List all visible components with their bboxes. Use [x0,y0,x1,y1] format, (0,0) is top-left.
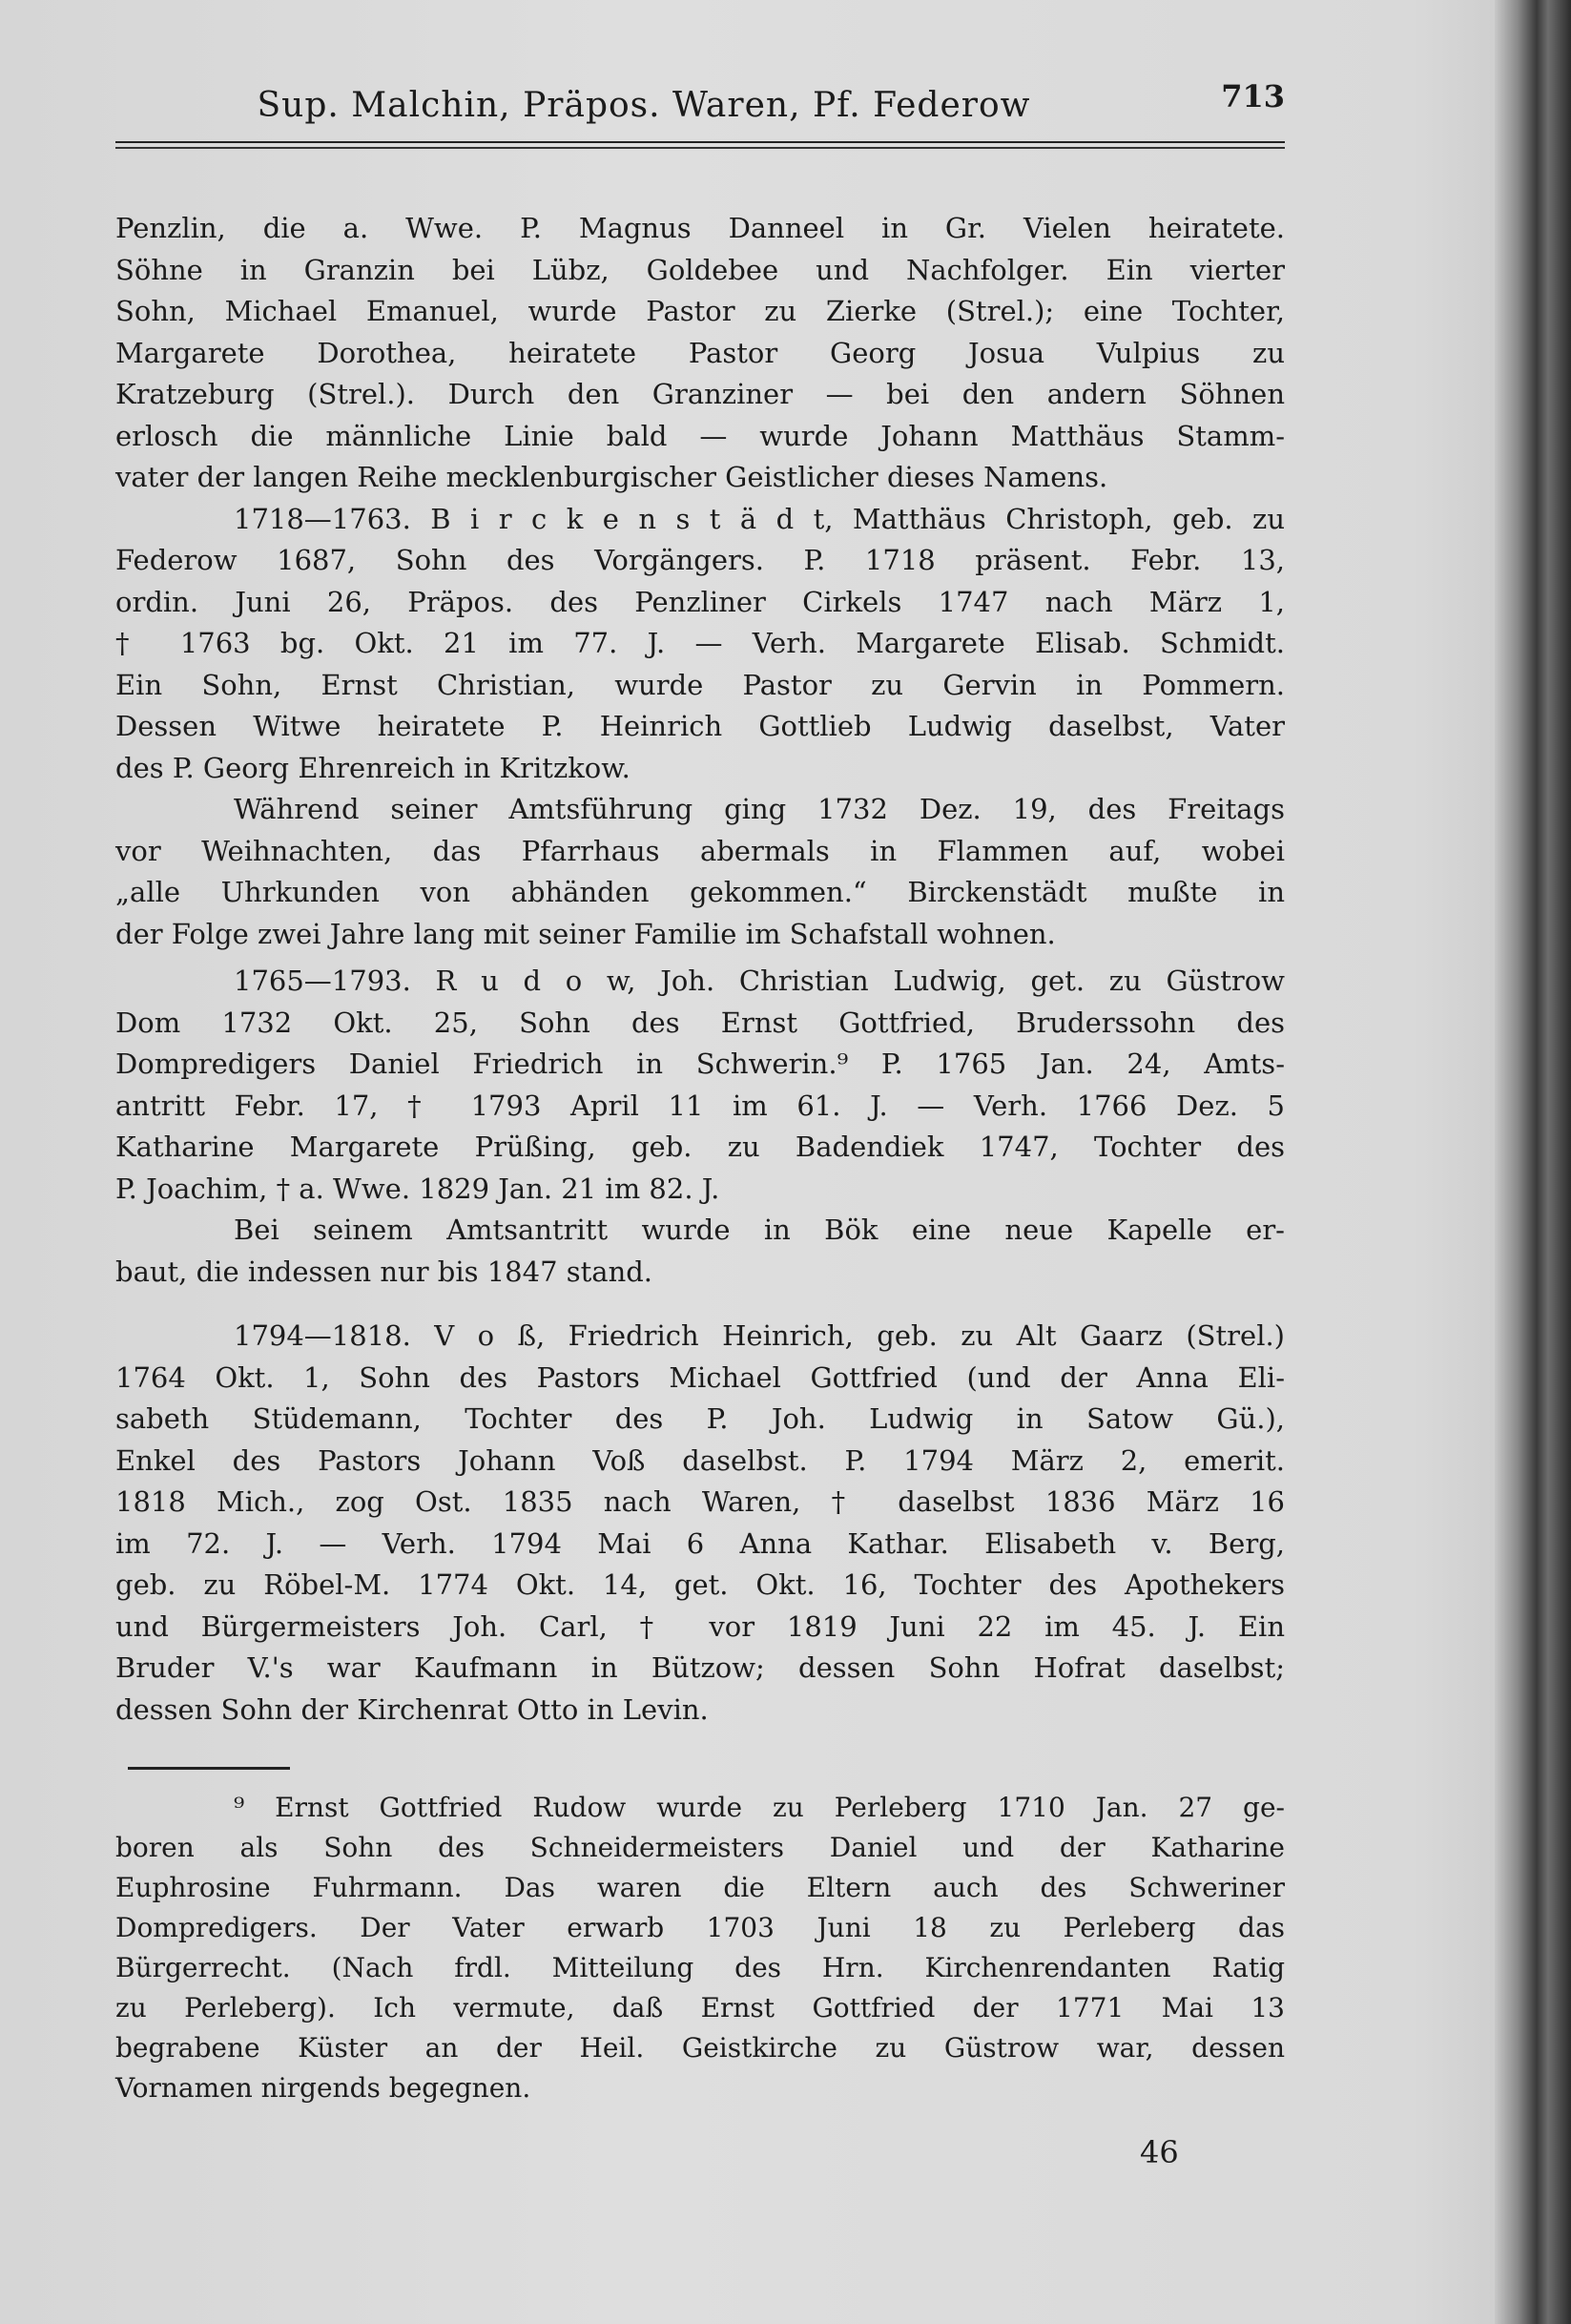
footnote [115,1788,1285,2108]
text-line: Federow 1687, Sohn des Vorgängers. P. 1718 präsent. Febr. 13, [115,544,1285,576]
text-line: Katharine Margarete Prüßing, geb. zu Badendiek 1747, Tochter des [115,1131,1285,1163]
paragraph [115,789,1285,955]
text-line: Söhne in Granzin bei Lübz, Goldebee und Nachfolger. Ein vierter [115,253,1285,286]
text-line: Bruder V.'s war Kaufmann in Bützow; dessen Sohn Hofrat daselbst; [115,1651,1285,1684]
text-line: Dom 1732 Okt. 25, Sohn des Ernst Gottfried, Bruderssohn des [115,1006,1285,1039]
text-line: Margarete Dorothea, heiratete Pastor Georg Josua Vulpius zu [115,336,1285,369]
text-line: P. Joachim, † a. Wwe. 1829 Jan. 21 im 82. J. [115,1172,720,1205]
text-line: dessen Sohn der Kirchenrat Otto in Levin. [115,1692,709,1726]
text-line: Enkel des Pastors Johann Voß daselbst. P. 1794 März 2, emerit. [115,1443,1285,1477]
text-line: vor Weihnachten, das Pfarrhaus abermals in Flammen auf, wobei [115,834,1285,867]
paragraph [115,1316,1285,1731]
text-line: baut, die indessen nur bis 1847 stand. [115,1255,653,1288]
header-rule [115,141,1285,143]
book-binding-edge [1495,0,1571,2324]
text-line: Dompredigers Daniel Friedrich in Schwerin.⁹ P. 1765 Jan. 24, Amts- [115,1048,1285,1080]
text-line: † 1763 bg. Okt. 21 im 77. J. — Verh. Margarete Elisab. Schmidt. [115,627,1285,659]
text-line: der Folge zwei Jahre lang mit seiner Familie im Schafstall wohnen. [115,917,1056,950]
text-line: erlosch die männliche Linie bald — wurde Johann Matthäus Stamm- [115,419,1285,452]
header-rule-secondary [115,147,1285,149]
text-line: Vornamen nirgends begegnen. [115,2072,531,2104]
paragraph [115,961,1285,1210]
footnote-separator [128,1767,290,1770]
text-line: Dompredigers. Der Vater erwarb 1703 Juni 18 zu Perleberg das [115,1912,1285,1943]
text-line: boren als Sohn des Schneidermeisters Daniel und der Katharine [115,1832,1285,1863]
text-line: 1818 Mich., zog Ost. 1835 nach Waren, † daselbst 1836 März 16 [115,1485,1285,1518]
paragraph [115,1210,1285,1293]
text-line: Bürgerrecht. (Nach frdl. Mitteilung des Hrn. Kirchenrendanten Ratig [115,1952,1285,1983]
text-line: antritt Febr. 17, † 1793 April 11 im 61. J. — Verh. 1766 Dez. 5 [115,1089,1285,1122]
text-line: Ein Sohn, Ernst Christian, wurde Pastor zu Gervin in Pommern. [115,668,1285,701]
text-line: 1794—1818. V o ß, Friedrich Heinrich, geb. zu Alt Gaarz (Strel.) [234,1319,1285,1352]
text-line: ⁹ Ernst Gottfried Rudow wurde zu Perleberg 1710 Jan. 27 ge- [234,1792,1285,1823]
text-line: und Bürgermeisters Joh. Carl, † vor 1819 Juni 22 im 45. J. Ein [115,1609,1285,1643]
text-line: Während seiner Amtsführung ging 1732 Dez. 19, des Freitags [234,793,1285,825]
text-line: ordin. Juni 26, Präpos. des Penzliner Cirkels 1747 nach März 1, [115,585,1285,618]
paragraph [115,208,1285,499]
text-line: „alle Uhrkunden von abhänden gekommen.“ Birckenstädt mußte in [115,876,1285,908]
text-line: Dessen Witwe heiratete P. Heinrich Gottlieb Ludwig daselbst, Vater [115,710,1285,742]
text-line: begrabene Küster an der Heil. Geistkirche zu Güstrow war, dessen [115,2032,1285,2064]
paragraph [115,1788,1285,2108]
body-text [115,208,1285,1731]
text-line: vater der langen Reihe mecklenburgischer Geistlicher dieses Namens. [115,461,1108,493]
text-line: 1764 Okt. 1, Sohn des Pastors Michael Gottfried (und der Anna Eli- [115,1360,1285,1394]
text-line: sabeth Stüdemann, Tochter des P. Joh. Ludwig in Satow Gü.), [115,1402,1285,1435]
text-line: im 72. J. — Verh. 1794 Mai 6 Anna Kathar. Elisabeth v. Berg, [115,1526,1285,1560]
running-header [115,78,1285,135]
text-line: Sohn, Michael Emanuel, wurde Pastor zu Zierke (Strel.); eine Tochter, [115,295,1285,327]
text-line: 1765—1793. R u d o w, Joh. Christian Ludwig, get. zu Güstrow [234,965,1285,997]
text-line: Euphrosine Fuhrmann. Das waren die Eltern auch des Schweriner [115,1872,1285,1903]
page-number: 713 [1221,78,1285,114]
signature-mark: 46 [1140,2134,1179,2170]
text-line: geb. zu Röbel-M. 1774 Okt. 14, get. Okt. 16, Tochter des Apothekers [115,1568,1285,1601]
paragraph [115,499,1285,790]
text-line: des P. Georg Ehrenreich in Kritzkow. [115,751,630,784]
text-line: 1718—1763. B i r c k e n s t ä d t, Matthäus Christoph, geb. zu [234,502,1285,535]
text-line: Bei seinem Amtsantritt wurde in Bök eine neue Kapelle er- [234,1214,1285,1246]
text-line: Kratzeburg (Strel.). Durch den Granziner — bei den andern Söhnen [115,378,1285,410]
text-line: Penzlin, die a. Wwe. P. Magnus Danneel in Gr. Vielen heiratete. [115,212,1285,244]
text-line: zu Perleberg). Ich vermute, daß Ernst Gottfried der 1771 Mai 13 [115,1992,1285,2023]
header-title: Sup. Malchin, Präpos. Waren, Pf. Federow [257,86,1031,125]
